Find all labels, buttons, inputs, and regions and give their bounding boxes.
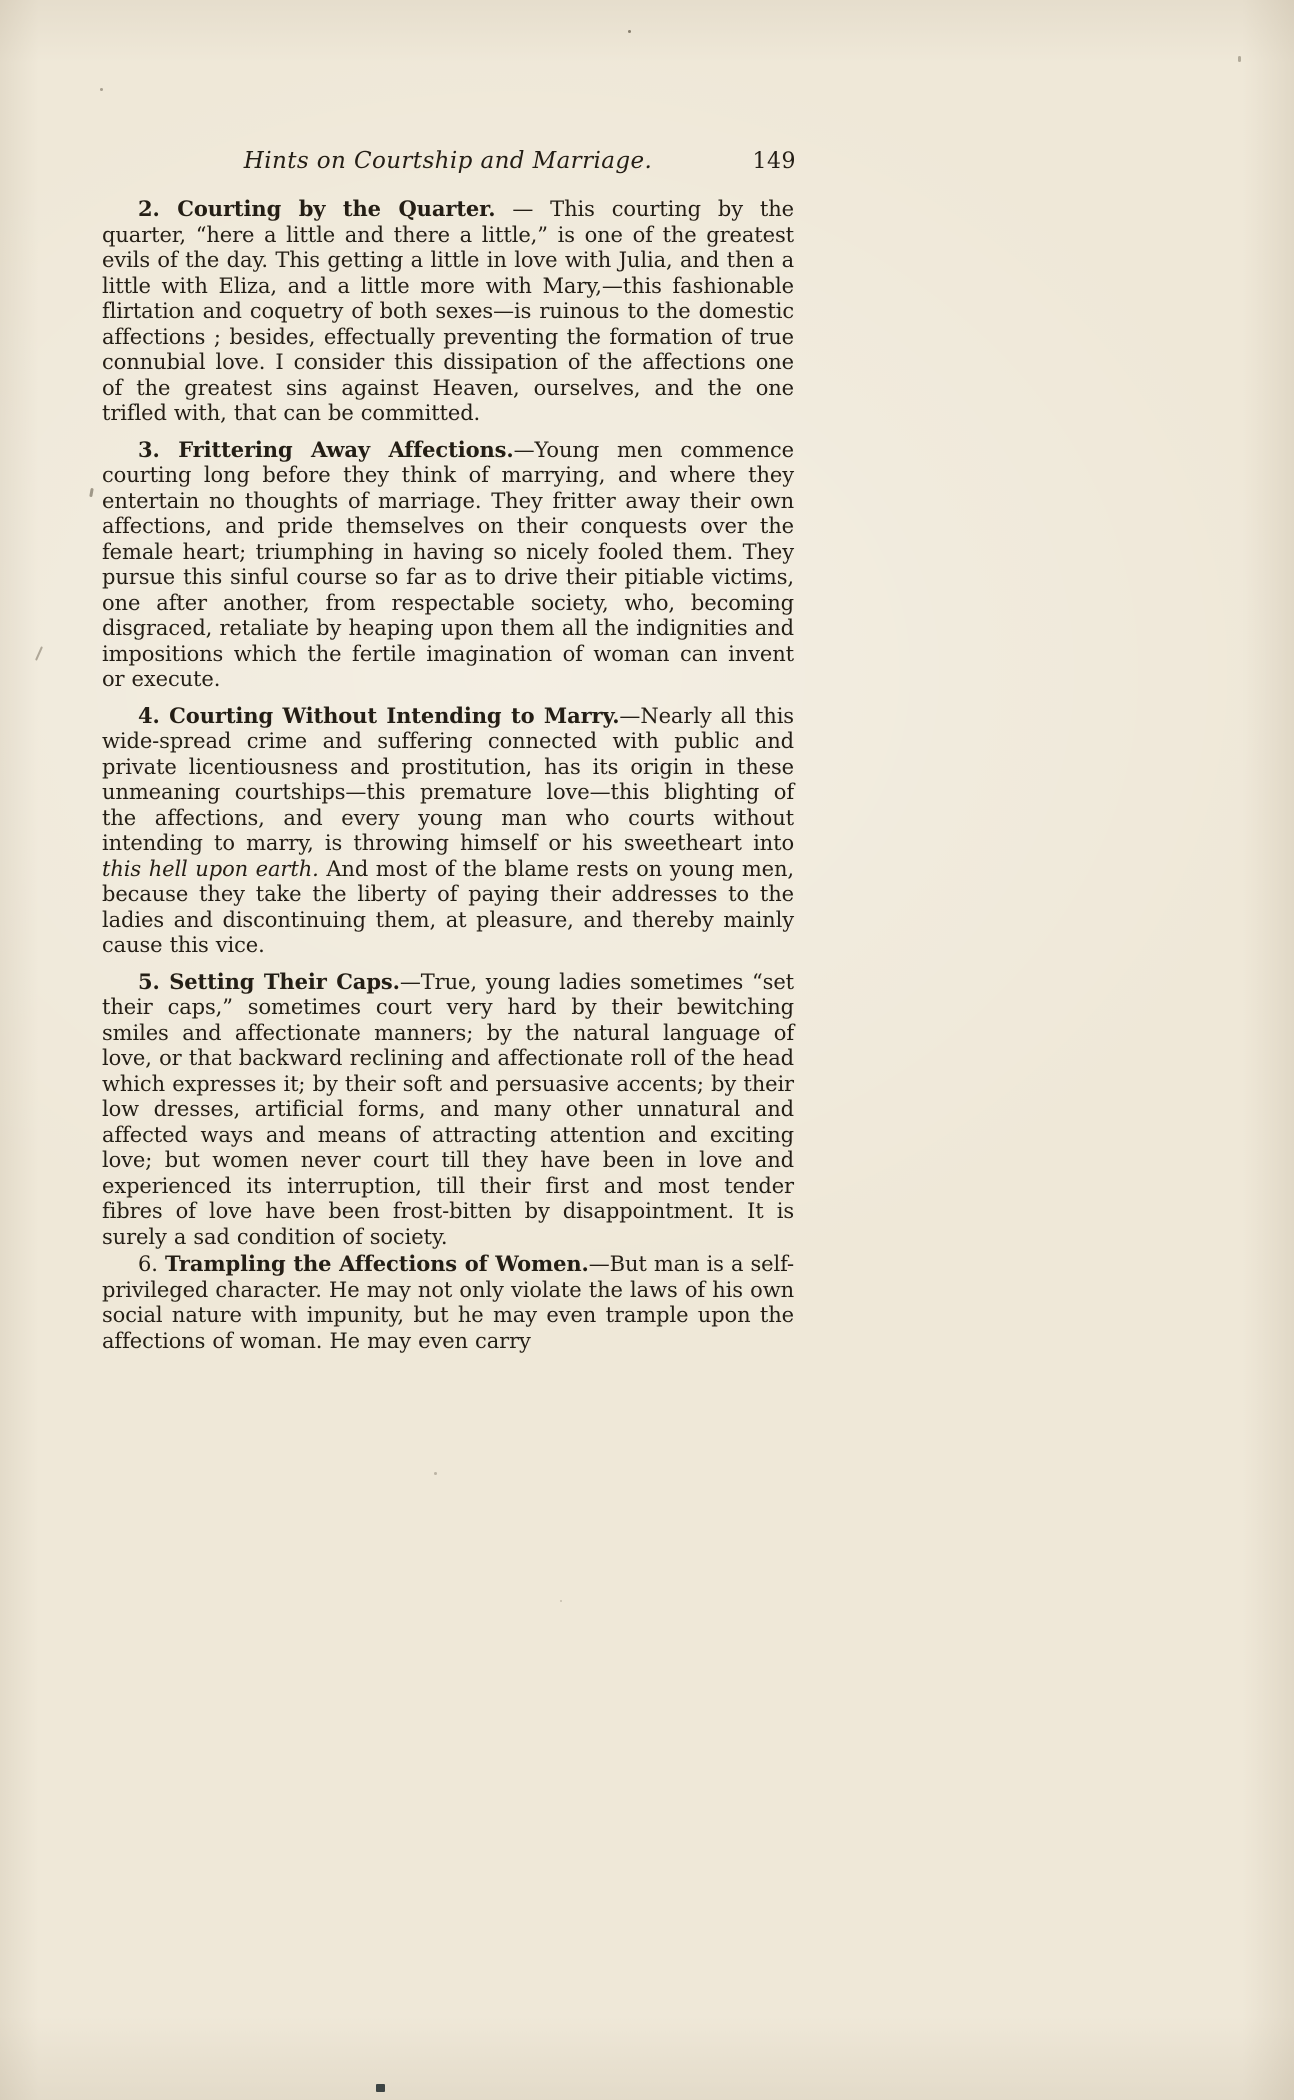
section-paragraph bbox=[102, 703, 794, 959]
scan-speck bbox=[89, 488, 94, 497]
scan-speck bbox=[100, 88, 103, 91]
section-title: Trampling the Affections of Women. bbox=[164, 1251, 589, 1276]
running-header-title: Hints on Courtship and Marriage. bbox=[243, 148, 653, 174]
section-number: 4. bbox=[138, 702, 170, 728]
section-title: Frittering Away Affections. bbox=[178, 436, 514, 462]
body-text: True, young ladies sometimes “set their caps,” sometimes court very hard by their bewitching smiles and affectionate manners; by the natural language of love, or that backward reclining and affectionate roll of the head which expresses it; by their soft and persuasive accents; by their low dresses, artificial forms, and many other unnatural and affected ways and means of attracting attention and exciting love; but women never court till they have been in love and experienced its interruption, till their first and most tender fibres of love have been frost-bitten by disappointment. It is surely a sad condition of society. bbox=[102, 969, 795, 1249]
scan-speck bbox=[434, 1472, 437, 1475]
section-number: 6. bbox=[138, 1252, 165, 1276]
section-paragraph bbox=[102, 1251, 794, 1354]
body-text: But man is a self-privileged character. He may not only violate the laws of his own social nature with impunity, but he may even trample upon the affections of woman. He may even carry bbox=[102, 1252, 794, 1353]
section-paragraph bbox=[102, 437, 794, 693]
scan-speck bbox=[35, 646, 43, 661]
emphasized-text: this hell upon earth. bbox=[102, 856, 319, 881]
section-number: 2. bbox=[138, 196, 178, 221]
page-number: 149 bbox=[752, 149, 796, 174]
body-text: This courting by the quarter, “here a little and there a little,” is one of the greatest evils of the day. This getting a little in love with Julia, and then a little with Eliza, and a little more with Mary,—this fashionable flirtation and coquetry of both sexes—is ruinous to the domestic affections ; besides, effectually preventing the formation of true connubial love. I consider this dissipation of the affections one of the greatest sins against Heaven, ourselves, and the one trifled with, that can be committed. bbox=[102, 197, 794, 425]
section-separator: — bbox=[619, 703, 641, 728]
section-separator: — bbox=[513, 437, 535, 462]
body-text: And most of the blame rests on young men, because they take the liberty of paying their addresses to the ladies and discontinuing them, at pleasure, and thereby mainly cause this vice. bbox=[102, 856, 794, 957]
page-header bbox=[102, 148, 794, 174]
section-title: Courting by the Quarter. bbox=[177, 196, 496, 221]
section-paragraph bbox=[102, 196, 794, 427]
section-paragraph bbox=[102, 969, 794, 1251]
scan-speck bbox=[628, 30, 631, 33]
section-separator: — bbox=[495, 197, 551, 221]
scan-speck bbox=[376, 2084, 385, 2092]
section-separator: — bbox=[399, 969, 421, 994]
scan-speck bbox=[560, 1600, 562, 1602]
section-separator: — bbox=[588, 1252, 610, 1276]
section-number: 5. bbox=[138, 968, 170, 994]
body-text: Young men commence courting long before they think of marrying, and where they entertain no thoughts of marriage. They fritter away their own affections, and pride themselves on their conquests over the female heart; triumphing in having so nicely fooled them. They pursue this sinful course so far as to drive their pitiable victims, one after another, from respectable society, who, becoming disgraced, retaliate by heaping upon them all the indignities and impositions which the fertile imagination of woman can invent or execute. bbox=[102, 437, 794, 691]
section-number: 3. bbox=[138, 436, 179, 462]
section-title: Courting Without Intending to Marry. bbox=[169, 702, 620, 728]
scan-speck bbox=[1238, 56, 1241, 62]
sections bbox=[102, 196, 794, 1354]
body-text: Nearly all this wide-spread crime and suffering connected with public and private licentiousness and prostitution, has its origin in these unmeaning courtships—this premature love—this blighting of the affections, and every young man who courts without intending to marry, is throwing himself or his sweetheart into bbox=[102, 703, 794, 855]
section-title: Setting Their Caps. bbox=[169, 968, 400, 994]
text-block bbox=[102, 148, 794, 1364]
